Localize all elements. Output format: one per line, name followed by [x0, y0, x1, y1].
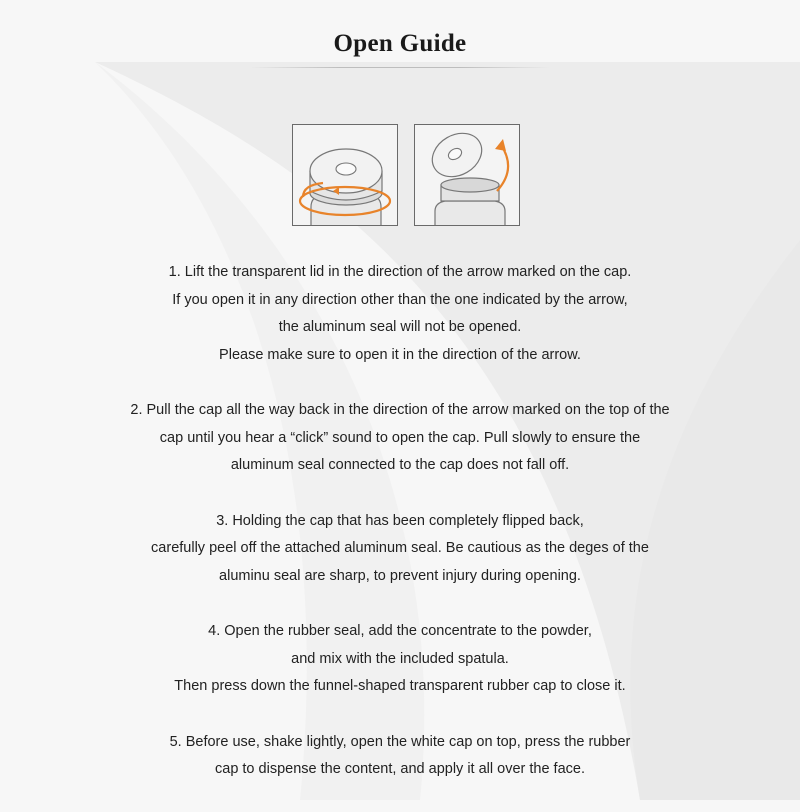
- step-3: [0, 508, 800, 591]
- step-2: [0, 397, 800, 480]
- step-line: Please make sure to open it in the direction of the arrow.: [219, 346, 581, 363]
- step-line: 5. Before use, shake lightly, open the white cap on top, press the rubber: [169, 733, 631, 750]
- step-line: and mix with the included spatula.: [291, 650, 509, 667]
- cap-lift-arrow-icon: [292, 124, 398, 226]
- step-1: [0, 259, 800, 369]
- step-line: the aluminum seal will not be opened.: [278, 319, 522, 335]
- instruction-steps: [0, 259, 800, 812]
- page-title: Open Guide: [333, 30, 467, 57]
- title-divider: [250, 67, 550, 68]
- step-5: [0, 729, 800, 784]
- step-line: Then press down the funnel-shaped transparent rubber cap to close it.: [174, 678, 626, 694]
- step-4: [0, 618, 800, 701]
- step-line: aluminum seal connected to the cap does not fall off.: [230, 457, 570, 473]
- step-line: 2. Pull the cap all the way back in the direction of the arrow marked on the top of the: [130, 402, 670, 418]
- step-line: cap until you hear a “click” sound to open the cap. Pull slowly to ensure the: [159, 429, 641, 446]
- step-line: carefully peel off the attached aluminum seal. Be cautious as the deges of the: [151, 540, 649, 556]
- step-line: cap to dispense the content, and apply it all over the face.: [215, 761, 585, 777]
- step-line: 4. Open the rubber seal, add the concentrate to the powder,: [208, 623, 592, 639]
- step-line: If you open it in any direction other than the one indicated by the arrow,: [172, 291, 628, 308]
- step-line: 3. Holding the cap that has been completely flipped back,: [216, 512, 584, 529]
- step-line: 1. Lift the transparent lid in the direction of the arrow marked on the cap.: [168, 264, 632, 280]
- step-line: aluminu seal are sharp, to prevent injury during opening.: [219, 567, 581, 584]
- cap-flip-open-icon: [414, 124, 520, 226]
